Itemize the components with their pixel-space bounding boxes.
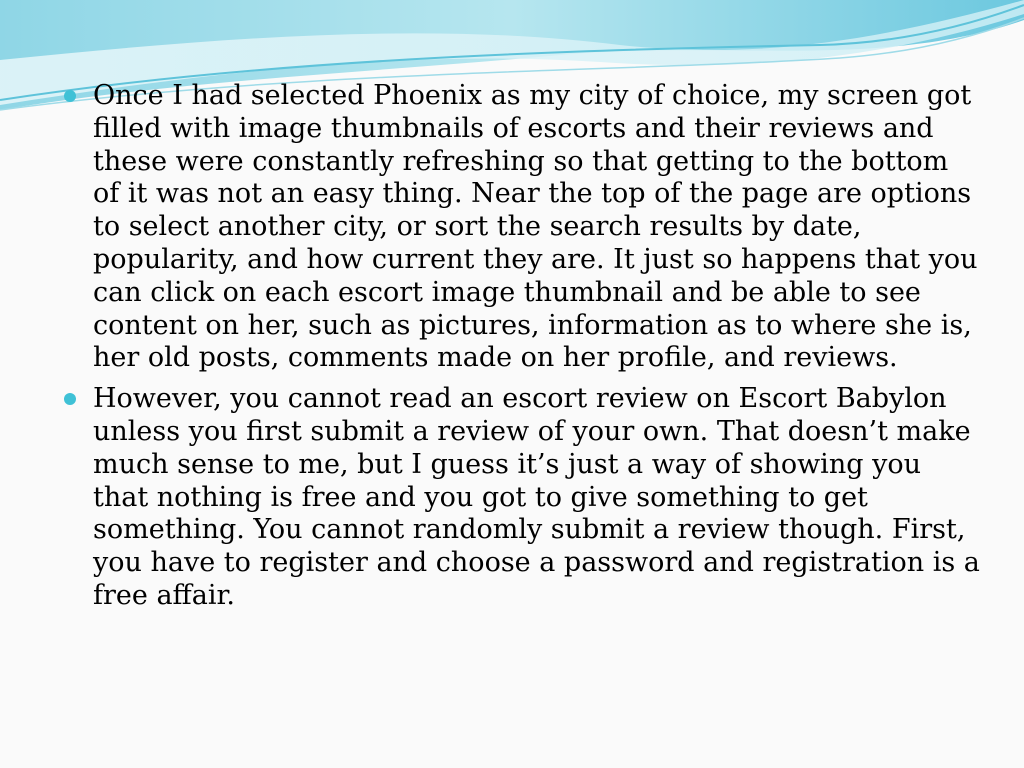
bullet-text: However, you cannot read an escort review on Escort Babylon unless you first submit a review of your own. That doesn’t make much sense to me, but I guess it’s just a way of showing you that nothing is free and you got to give something to get something. You cannot randomly submit a review though. First, you have to register and choose a password and registration is a free affair. — [93, 383, 980, 611]
bullet-dot-icon — [64, 393, 76, 405]
bullet-text: Once I had selected Phoenix as my city of choice, my screen got filled with image thumbnails of escorts and their reviews and these were constantly refreshing so that getting to the bottom of it was not an easy thing. Near the top of the page are options to select another city, or sort the search results by date, popularity, and how current they are. It just so happens that you can click on each escort image thumbnail and be able to see content on her, such as pictures, information as to where she is, her old posts, comments made on her profile, and reviews. — [93, 80, 978, 374]
bullet-list — [62, 80, 982, 621]
bullet-item — [62, 80, 982, 375]
bullet-item — [62, 383, 982, 613]
bullet-dot-icon — [64, 90, 76, 102]
